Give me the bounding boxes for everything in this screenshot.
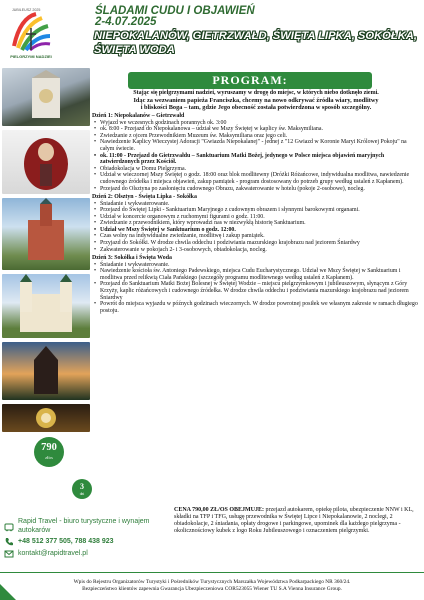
photo-chapel	[2, 68, 90, 126]
jubilee-logo	[6, 6, 56, 62]
program-label: PROGRAM:	[128, 72, 372, 89]
footer-guarantee: Bezpieczeństwo klientów zapewnia Gwarancja Ubezpieczeniowa COR523055 Wiener TU S.A Vienna Insurance Group.	[82, 585, 342, 592]
list-item: • ok. 8:00 - Przejazd do Niepokalanowa – udział we Mszy Świętej w kaplicy św. Maksymiliana.	[92, 126, 420, 133]
phone-icon	[4, 537, 14, 547]
logo-year: JUBILEUSZ 2025	[12, 8, 41, 12]
days-unit: dni	[79, 492, 85, 496]
list-item: • Powrót do miejsca wyjazdu w późnych godzinach wieczornych. W drodze powrotnej posiłek we własnym zakresie w ramach długiego postoju.	[92, 301, 420, 314]
photo-stmaximilian	[2, 130, 90, 194]
list-item: • Przejazd do Świętej Lipki - Sanktuarium Maryjnego z cudownym obrazem i słynnymi barokowymi organami.	[92, 207, 420, 214]
destinations-title: NIEPOKALANÓW, GIETRZWAŁD, ŚWIĘTA LIPKA, SOKÓŁKA, ŚWIĘTA WODA	[94, 30, 417, 56]
corner-decoration	[0, 584, 16, 600]
price-unit: zł/os	[45, 455, 53, 460]
photo-swieta-lipka	[2, 274, 90, 338]
day2-title: Dzień 2: Olsztyn - Święta Lipka - Sokółka	[92, 193, 197, 200]
price-badge	[34, 437, 64, 467]
intro-text	[92, 90, 420, 111]
list-item: • Obiadokolacja w Domu Pielgrzyma.	[92, 166, 420, 173]
footer	[0, 572, 424, 600]
company-row	[4, 518, 164, 535]
list-item: • Przyjazd do Sokółki. W drodze chwila oddechu i podziwiania mazurskiego krajobrazu nad jeziorem Śniardwy	[92, 240, 420, 247]
list-item: • Udział we Mszy Świętej w Sanktuarium o godz. 12:00.	[92, 227, 420, 234]
day3-list	[92, 262, 420, 315]
days-badge	[72, 479, 92, 499]
list-item: • Zwiedzanie z przewodnikiem, który wprowadzi nas w niezwykłą historię Sanktuarium.	[92, 220, 420, 227]
logo-text: PIELGRZYMI NADZIEI	[10, 54, 52, 59]
title-dates: 2-4.07.2025	[95, 16, 157, 28]
phone-row	[4, 537, 164, 547]
list-item: • Śniadanie i wykwaterowanie.	[92, 262, 420, 269]
days-value: 3	[80, 482, 84, 491]
list-item: • ok. 11:00 - Przejazd do Gietrzwałdu – Sanktuarium Matki Bożej, jedynego w Polsce miejsca objawień maryjnych zatwierdzonych przez Kościół.	[92, 153, 420, 166]
day3-title: Dzień 3: Sokółka i Święta Woda	[92, 255, 172, 262]
title-block	[95, 6, 420, 28]
list-item: • Nawiedzenie Kaplicy Wieczystej Adoracji "Gwiazda Niepokalanej" - jednej z "12 Gwiazd w Koronie Maryi Królowej Pokoju" na całym świecie.	[92, 139, 420, 152]
price-info-lead: CENA 790,00 ZŁ/OS OBEJMUJE:	[174, 507, 265, 513]
day2-list	[92, 201, 420, 254]
phone-number[interactable]: +48 512 377 505, 788 438 923	[18, 537, 114, 545]
price-value: 790	[41, 442, 57, 453]
price-info	[174, 507, 419, 535]
email-row	[4, 549, 164, 559]
list-item: • Udział w wieczornej Mszy Świętej o godz. 18:00 oraz blok modlitewny (Dróżki Różańcowe, indywidualna modlitwa, nawiedzenie cudownego źródełka i miejsca objawień, zakup pamiątek - program dostosowany do potrzeb grupy według ustaleń z Kapłanem).	[92, 172, 420, 185]
title-line1: ŚLADAMI CUDU I OBJAWIEŃ	[95, 5, 255, 17]
contact-block	[4, 518, 164, 561]
day1-title: Dzień 1: Niepokalanów – Gietrzwałd	[92, 113, 185, 119]
intro-line2: Idąc za wezwaniem papieża Franciszka, chcemy na nowo odkrywać źródła wiary, modlitwy	[133, 97, 379, 104]
list-item: • Wyjazd we wczesnych godzinach porannych ok. 3:00	[92, 120, 420, 127]
list-item: • Zakwaterowanie w pokojach 2- i 3-osobowych, obiadokolacja, nocleg.	[92, 247, 420, 254]
photo-church-sunset	[2, 342, 90, 400]
list-item: • Udział w koncercie organowym z ruchomymi figurami o godz. 11:00.	[92, 214, 420, 221]
day1-list	[92, 120, 420, 193]
list-item: • Czas wolny na indywidualne zwiedzanie, modlitwę i zakup pamiątek.	[92, 233, 420, 240]
company-name: Rapid Travel - biuro turystyczne i wynajem autokarów	[18, 518, 150, 534]
program-content	[92, 90, 420, 314]
intro-line1: Stając się pielgrzymami nadziei, wyruszamy w drogę do miejsc, w których niebo dotknęło ziemi.	[133, 90, 379, 96]
list-item: • Śniadanie i wykwaterowanie.	[92, 201, 420, 208]
email-icon	[4, 549, 14, 559]
list-item: • Nawiedzenie kościoła św. Antoniego Padewskiego, miejsca Cudu Eucharystycznego. Udział we Mszy Świętej w Sanktuarium i modlitwa przed relikwią Ciała Pańskiego (szczegóły programu modlitewnego według ustaleń z Kapłanem).	[92, 268, 420, 281]
photo-gietrzwald	[2, 198, 90, 270]
list-item: • Przejazd do Olsztyna po zasłonięciu cudownego Obrazu, zakwaterowanie w hotelu (pokoje 2-osobowe), nocleg.	[92, 186, 420, 193]
price-info-text: przejazd autokarem, opiekę pilota, ubezpieczenie NNW i KL, składki na TFP i TFG, usługę przewodnika w Świętej Lipce i Niepokalanowie, 2 noclegi, 2 obiadokolacje, 2 śniadania, opłaty drogowe i parkingowe, upominek dla każdego pielgrzyma - okolicznościowy kubek z logo Roku Jubileuszowego i oznaczeniem pielgrzymki.	[174, 507, 414, 534]
intro-line3: i bliskości Boga – tam, gdzie Jego obecność została potwierdzona w sposób szczególny.	[140, 104, 372, 111]
list-item: • Przejazd do Sanktuarium Matki Bożej Bolesnej w Świętej Wodzie – miejscu pielgrzymkowym i jubileuszowym, słynącym z Góry Krzyży, kaplic różańcowych i cudownego źródełka. W drodze chwila oddechu i podziwiania mazurskiego krajobrazu nad jeziorem Śniardwy	[92, 281, 420, 301]
bus-icon	[4, 522, 14, 532]
email-link[interactable]: kontakt@rapidtravel.pl	[18, 549, 88, 557]
footer-registry: Wpis do Rejestru Organizatorów Turystyki i Pośredników Turystycznych Marszałka Województwa Podkarpackiego NR 360/24.	[73, 579, 351, 585]
list-item: • Zwiedzanie z ojcem Przewodnikiem Muzeum św. Maksymiliana oraz jego celi.	[92, 133, 420, 140]
photo-monstrance	[2, 404, 90, 432]
